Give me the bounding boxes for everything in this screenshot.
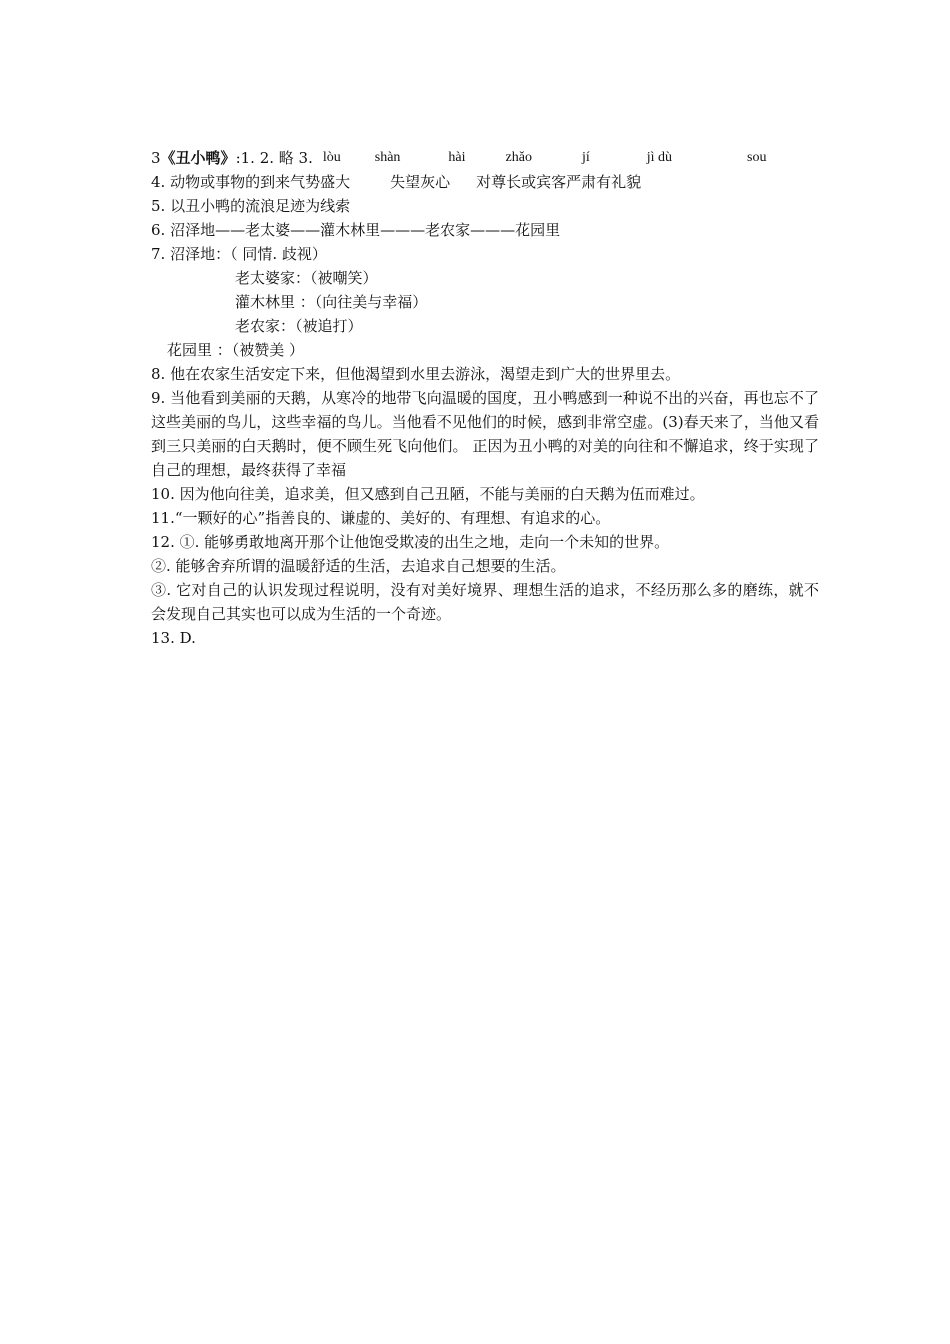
answer-7-line-3: 灌木林里 ：（向往美与幸福） (235, 293, 428, 311)
answer-10: 10. 因为他向往美，追求美，但又感到自己丑陋，不能与美丽的白天鹅为伍而难过。 (151, 485, 705, 503)
answer-12-line-2: ②. 能够舍弃所谓的温暖舒适的生活，去追求自己想要的生活。 (151, 557, 566, 575)
answer-6: 6. 沼泽地——老太婆——灌木林里———老农家———花园里 (151, 221, 561, 239)
answer-7-line-2: 老太婆家：（被嘲笑） (235, 269, 378, 287)
pinyin-5: jí (581, 150, 590, 165)
answer-3 (151, 146, 819, 170)
answer-13: 13. D. (151, 629, 196, 647)
answer-12-line-1: 12. ①. 能够勇敢地离开那个让他饱受欺凌的出生之地，走向一个未知的世界。 (151, 533, 670, 551)
answer-4-c: 对尊长或宾客严肃有礼貌 (476, 173, 642, 191)
answer-4-a: 4. 动物或事物的到来气势盛大 (151, 173, 351, 191)
pinyin-7: sou (747, 150, 767, 165)
answer-key (151, 146, 819, 650)
answer-4-b: 失望灰心 (390, 173, 451, 191)
pinyin-3: hài (448, 150, 466, 165)
answer-7-line-1: 7. 沼泽地：（ 同情. 歧视） (151, 245, 327, 263)
answer-9: 9. 当他看到美丽的天鹅，从寒冷的地带飞向温暖的国度，丑小鸭感到一种说不出的兴奋，再也忘不了这些美丽的鸟儿，这些幸福的鸟儿。当他看不见他们的时候，感到非常空虚。(3)春天来了，当他又看到三只美丽的白天鹅时，便不顾生死飞向他们。 正因为丑小鸭的对美的向往和不懈追求，终于实现了自己的理想，最终获得了幸福 (151, 389, 819, 479)
answer-8: 8. 他在农家生活安定下来，但他渴望到水里去游泳，渴望走到广大的世界里去。 (151, 365, 681, 383)
answer-3-text: :1. 2. 略 3. (235, 149, 313, 167)
answer-12-line-3: ③. 它对自己的认识发现过程说明，没有对美好境界、理想生活的追求，不经历那么多的磨练，就不会发现自己其实也可以成为生活的一个奇迹。 (151, 581, 819, 623)
pinyin-4: zhǎo (505, 150, 532, 165)
pinyin-6: jì dù (646, 150, 673, 165)
pinyin-2: shàn (374, 150, 401, 165)
answer-7-line-5: 花园里 ：（被赞美 ） (167, 341, 305, 359)
answer-3-number: 3 (151, 149, 161, 167)
pinyin-1: lòu (322, 150, 341, 165)
answer-5: 5. 以丑小鸭的流浪足迹为线索 (151, 197, 351, 215)
answer-3-title: 《丑小鸭》 (160, 149, 236, 167)
answer-4 (151, 170, 819, 194)
answer-7-line-4: 老农家：（被追打） (235, 317, 363, 335)
answer-11: 11.“一颗好的心”指善良的、谦虚的、美好的、有理想、有追求的心。 (151, 509, 611, 527)
